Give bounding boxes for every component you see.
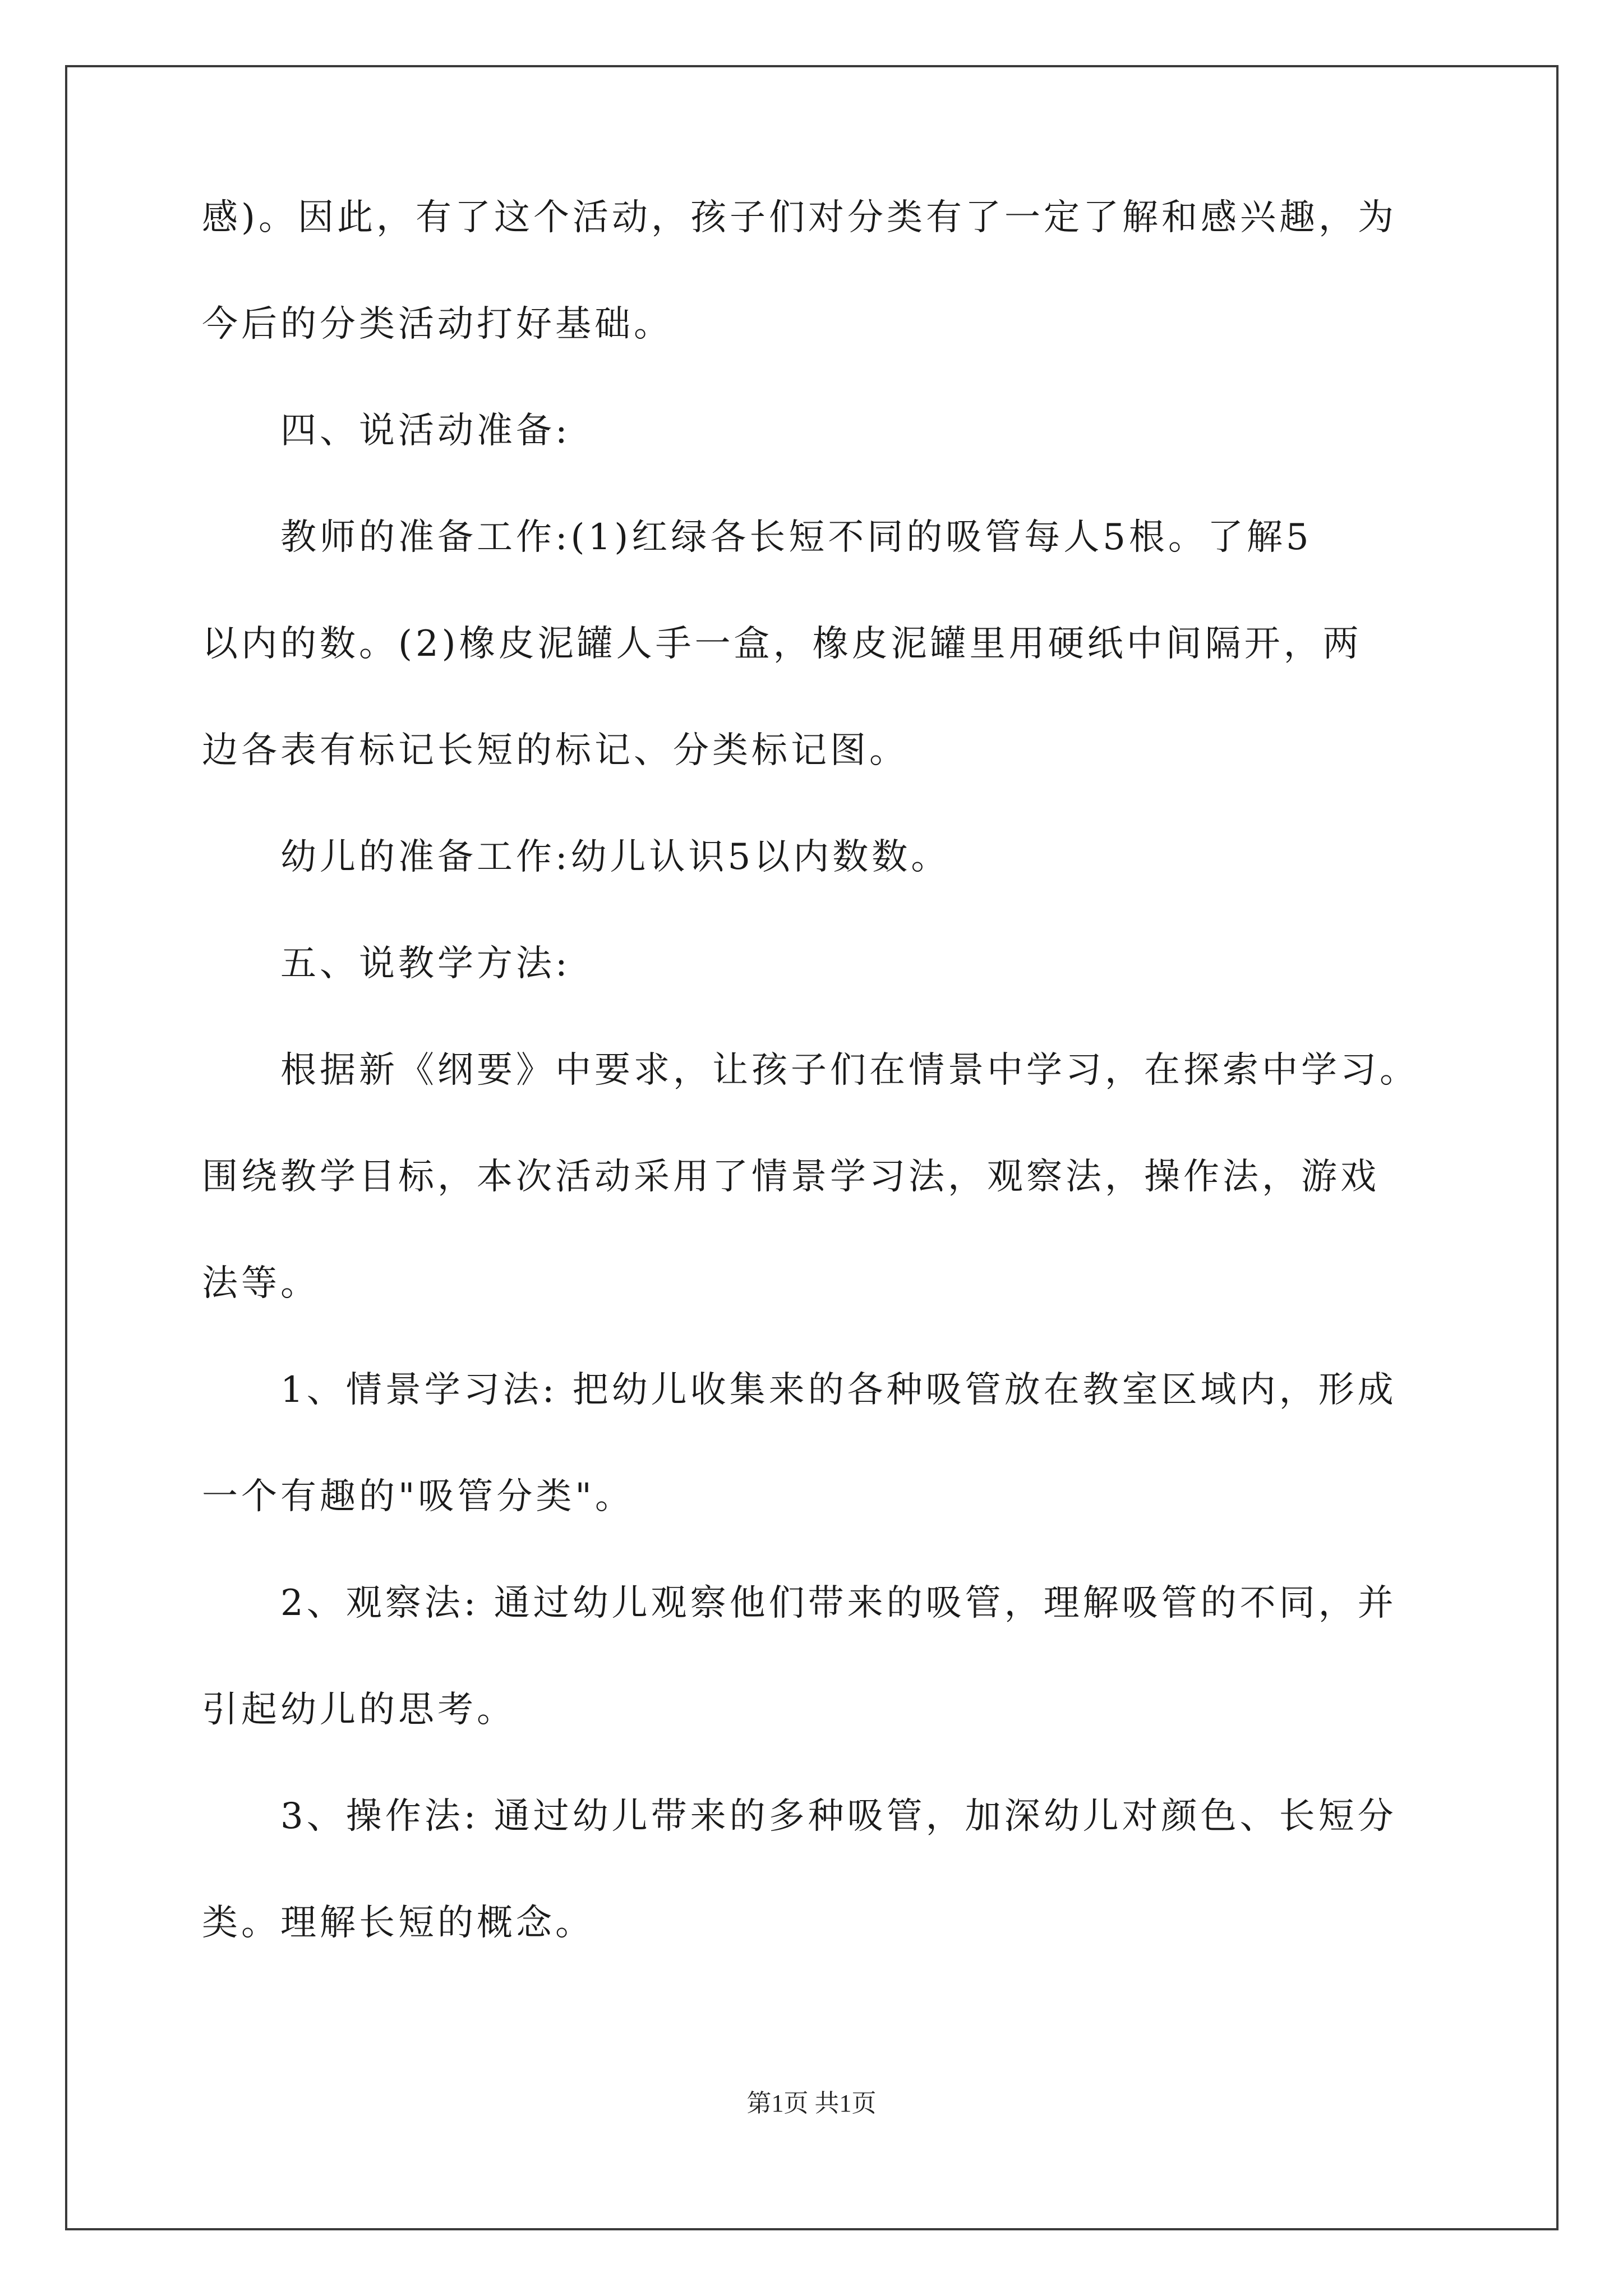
text-line: 3、操作法: 通过幼儿带来的多种吸管，加深幼儿对颜色、长短分: [280, 1796, 1397, 1837]
text-line: 法等。: [202, 1263, 320, 1304]
text-line: 教师的准备工作:(1)红绿各长短不同的吸管每人5根。了解5: [280, 517, 1312, 558]
text-line: 根据新《纲要》中要求，让孩子们在情景中学习，在探索中学习。: [280, 1050, 1419, 1091]
page-number-footer: 第1页 共1页: [746, 2090, 877, 2117]
text-line: 1、情景学习法: 把幼儿收集来的各种吸管放在教室区域内，形成: [280, 1369, 1397, 1411]
text-line: 引起幼儿的思考。: [202, 1689, 516, 1731]
text-line: 感)。因此，有了这个活动，孩子们对分类有了一定了解和感兴趣，为: [202, 197, 1397, 238]
text-line: 以内的数。(2)橡皮泥罐人手一盒，橡皮泥罐里用硬纸中间隔开，两: [202, 623, 1362, 665]
section-heading: 四、说活动准备:: [280, 410, 571, 452]
section-heading: 五、说教学方法:: [280, 943, 571, 984]
text-line: 2、观察法: 通过幼儿观察他们带来的吸管，理解吸管的不同，并: [280, 1582, 1397, 1624]
text-line: 今后的分类活动打好基础。: [202, 303, 673, 345]
text-line: 围绕教学目标，本次活动采用了情景学习法，观察法，操作法，游戏: [202, 1156, 1380, 1198]
text-line: 边各表有标记长短的标记、分类标记图。: [202, 730, 909, 771]
text-line: 幼儿的准备工作:幼儿认识5以内数数。: [280, 836, 951, 878]
text-line: 一个有趣的"吸管分类"。: [202, 1476, 634, 1517]
text-line: 类。理解长短的概念。: [202, 1902, 594, 1944]
